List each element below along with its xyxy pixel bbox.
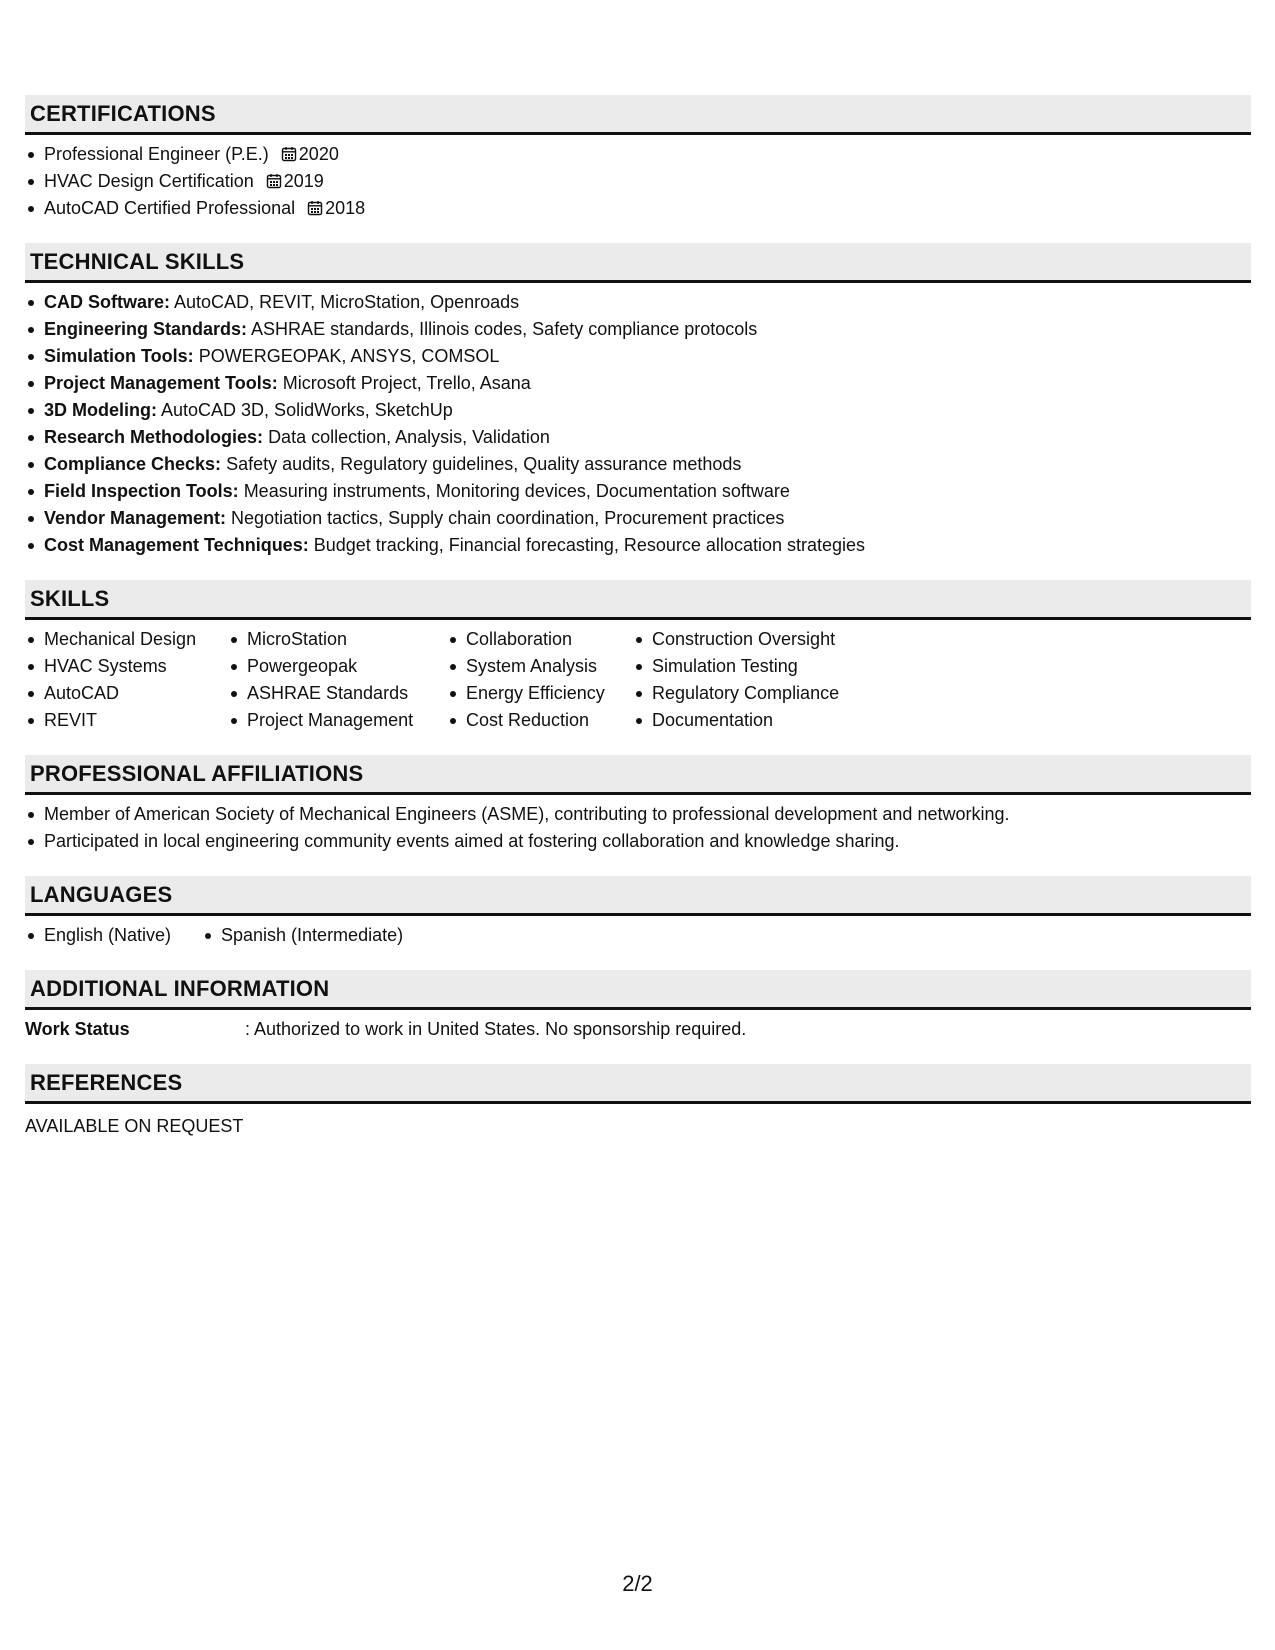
technical-skill-value: Negotiation tactics, Supply chain coordination, Procurement practices [231,508,785,528]
skills-column [228,626,447,734]
skill-item: Energy Efficiency [447,680,633,707]
work-status-value: : Authorized to work in United States. No sponsorship required. [245,1019,747,1039]
certification-year: 2019 [283,171,324,191]
technical-skill-item [25,505,1251,532]
technical-skill-label: CAD Software: [44,292,171,312]
technical-skill-item [25,289,1251,316]
skill-item: Documentation [633,707,873,734]
skills-column [25,626,228,734]
technical-skill-label: 3D Modeling: [44,400,157,420]
certification-item [25,141,1251,168]
skill-item: REVIT [25,707,228,734]
certifications-list [25,141,1251,222]
section-header-additional-information: ADDITIONAL INFORMATION [25,970,1251,1010]
technical-skill-value: Microsoft Project, Trello, Asana [282,373,531,393]
skill-item: Collaboration [447,626,633,653]
technical-skill-item [25,316,1251,343]
references-text: AVAILABLE ON REQUEST [25,1116,244,1136]
skill-item: ASHRAE Standards [228,680,447,707]
page-number: 2/2 [622,1571,653,1596]
technical-skill-label: Project Management Tools: [44,373,278,393]
section-header-languages: LANGUAGES [25,876,1251,916]
technical-skill-value: Safety audits, Regulatory guidelines, Quality assurance methods [226,454,742,474]
certification-name: HVAC Design Certification [44,171,254,191]
affiliation-item: Participated in local engineering community events aimed at fostering collaboration and knowledge sharing. [25,828,1251,855]
technical-skill-value: Measuring instruments, Monitoring devices, Documentation software [243,481,790,501]
technical-skill-value: AutoCAD 3D, SolidWorks, SketchUp [161,400,453,420]
skill-item: Powergeopak [228,653,447,680]
technical-skill-item [25,343,1251,370]
technical-skill-item [25,478,1251,505]
skills-grid [25,626,1251,734]
skill-item: Construction Oversight [633,626,873,653]
section-header-skills: SKILLS [25,580,1251,620]
certification-name: AutoCAD Certified Professional [44,198,296,218]
skill-item: System Analysis [447,653,633,680]
skills-column [633,626,873,734]
certification-name: Professional Engineer (P.E.) [44,144,269,164]
technical-skill-label: Research Methodologies: [44,427,264,447]
skill-item: Project Management [228,707,447,734]
section-header-certifications: CERTIFICATIONS [25,95,1251,135]
certification-item [25,195,1251,222]
technical-skill-label: Vendor Management: [44,508,227,528]
technical-skill-value: AutoCAD, REVIT, MicroStation, Openroads [174,292,520,312]
technical-skill-label: Simulation Tools: [44,346,194,366]
skills-column [447,626,633,734]
technical-skill-label: Compliance Checks: [44,454,222,474]
calendar-icon [281,146,297,162]
technical-skill-value: POWERGEOPAK, ANSYS, COMSOL [198,346,500,366]
skill-item: HVAC Systems [25,653,228,680]
certification-year: 2018 [325,198,366,218]
skill-item: MicroStation [228,626,447,653]
language-item: Spanish (Intermediate) [202,922,403,949]
technical-skill-item [25,370,1251,397]
skill-item: Regulatory Compliance [633,680,873,707]
technical-skill-label: Field Inspection Tools: [44,481,239,501]
technical-skill-value: ASHRAE standards, Illinois codes, Safety compliance protocols [251,319,758,339]
affiliation-item: Member of American Society of Mechanical Engineers (ASME), contributing to professional development and networking. [25,801,1251,828]
skill-item: Cost Reduction [447,707,633,734]
technical-skill-item [25,532,1251,559]
technical-skills-list [25,289,1251,559]
skill-item: Simulation Testing [633,653,873,680]
work-status-label: Work Status [25,1019,130,1039]
languages-list [25,922,1251,949]
language-item: English (Native) [25,922,202,949]
languages-column [25,922,202,949]
skill-item: AutoCAD [25,680,228,707]
technical-skill-item [25,424,1251,451]
calendar-icon [307,200,323,216]
technical-skill-value: Data collection, Analysis, Validation [268,427,550,447]
certification-item [25,168,1251,195]
technical-skill-item [25,451,1251,478]
section-header-references: REFERENCES [25,1064,1251,1104]
work-status-row [25,1016,1251,1043]
section-header-affiliations: PROFESSIONAL AFFILIATIONS [25,755,1251,795]
skill-item: Mechanical Design [25,626,228,653]
affiliations-list [25,801,1251,855]
technical-skill-item [25,397,1251,424]
technical-skill-label: Cost Management Techniques: [44,535,309,555]
resume-page [25,95,1251,1140]
calendar-icon [266,173,282,189]
certification-year: 2020 [298,144,339,164]
technical-skill-label: Engineering Standards: [44,319,248,339]
section-header-technical-skills: TECHNICAL SKILLS [25,243,1251,283]
technical-skill-value: Budget tracking, Financial forecasting, Resource allocation strategies [313,535,866,555]
languages-column [202,922,403,949]
